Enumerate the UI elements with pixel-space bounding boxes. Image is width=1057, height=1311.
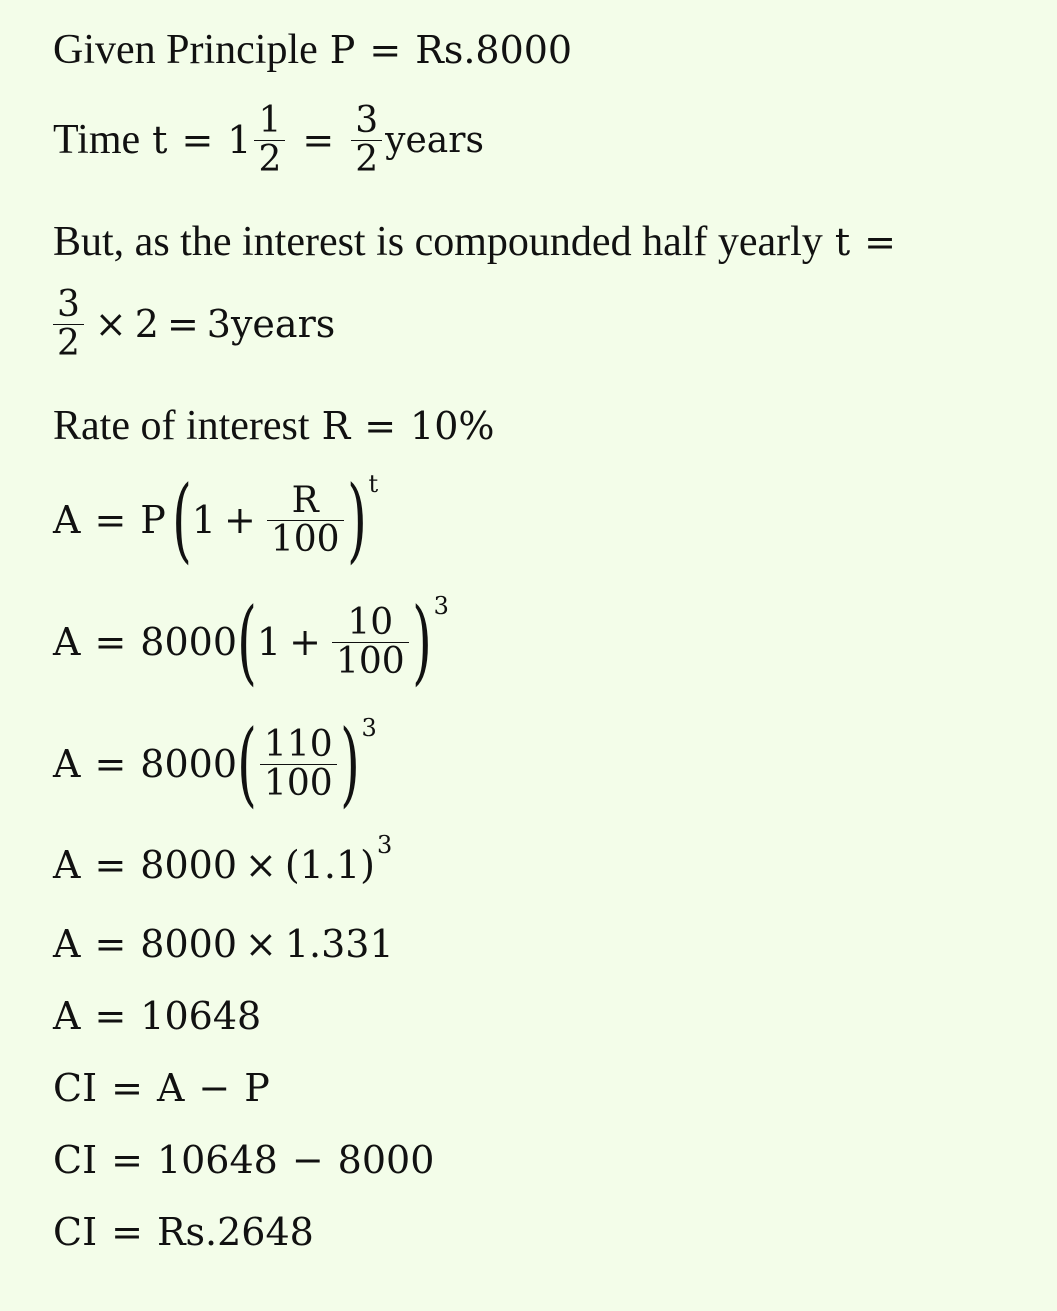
- fraction-denominator: 100: [260, 764, 337, 803]
- equals-sign: =: [111, 1138, 143, 1182]
- ci-variable: CI: [53, 1066, 98, 1110]
- ci-variable: CI: [53, 1210, 98, 1254]
- exponent: t: [368, 470, 379, 498]
- fraction-10-over-100: [332, 601, 409, 682]
- simplified-fraction-line: [53, 710, 377, 817]
- decimal-power-line: [53, 831, 393, 887]
- amount-variable: A: [53, 742, 81, 786]
- base-value: (1.1): [284, 843, 375, 887]
- compound-formula-line: [53, 466, 379, 573]
- right-parenthesis: ): [346, 466, 367, 573]
- fraction-one-half: [254, 102, 285, 179]
- equals-sign: =: [94, 620, 127, 664]
- fraction-numerator: R: [291, 479, 319, 521]
- equals-sign: =: [864, 220, 896, 264]
- fraction-three-halves: [351, 102, 382, 179]
- fraction-numerator: 1: [258, 100, 282, 141]
- equals-sign: =: [302, 118, 335, 163]
- ci-formula-line: [53, 1066, 270, 1110]
- amount-variable: A: [53, 498, 81, 542]
- equals-sign: =: [94, 922, 127, 966]
- equals-sign: =: [364, 404, 397, 448]
- principal-value: 8000: [140, 620, 238, 664]
- exponent: 3: [376, 831, 393, 859]
- equals-sign: =: [369, 28, 402, 72]
- fraction-numerator: 110: [263, 723, 333, 765]
- exponent: 3: [433, 592, 449, 620]
- amount-variable: A: [53, 620, 81, 664]
- time-conversion-line: [53, 286, 335, 363]
- half-yearly-line: [53, 218, 910, 266]
- amount-variable: A: [53, 843, 81, 887]
- ci-result-line: [53, 1210, 314, 1254]
- left-parenthesis: (: [237, 588, 257, 695]
- ci-variable: CI: [53, 1138, 98, 1182]
- time-variable: t: [834, 220, 851, 264]
- left-parenthesis: (: [237, 710, 257, 817]
- rate-line: [53, 402, 495, 450]
- times-sign: ×: [245, 843, 277, 887]
- fraction-numerator: 10: [347, 601, 394, 643]
- equals-sign: =: [111, 1210, 143, 1254]
- half-yearly-text: But, as the interest is compounded half yearly: [53, 219, 823, 265]
- equals-sign: =: [94, 742, 127, 786]
- product-line: [53, 922, 394, 966]
- substitution-line: [53, 588, 449, 695]
- equals-sign: =: [181, 118, 214, 163]
- mixed-number-whole: 1: [227, 118, 252, 163]
- amount-variable: A: [53, 994, 81, 1038]
- equals-sign: =: [94, 498, 127, 542]
- given-principle-line: [53, 26, 572, 74]
- principal-value: 8000: [337, 1138, 435, 1182]
- amount-value: 10648: [140, 994, 262, 1038]
- amount-result-line: [53, 994, 261, 1038]
- minus-sign: −: [198, 1066, 231, 1110]
- principal-variable: P: [140, 498, 166, 542]
- principal-variable: P: [244, 1066, 270, 1110]
- right-parenthesis: ): [411, 588, 432, 695]
- principal-value: 8000: [140, 843, 238, 887]
- given-principle-label: Given Principle: [53, 27, 318, 73]
- equals-sign: =: [111, 1066, 143, 1110]
- minus-sign: −: [291, 1138, 324, 1182]
- fraction-denominator: 100: [267, 520, 344, 559]
- plus-sign: +: [223, 498, 256, 542]
- rate-label: Rate of interest: [53, 403, 310, 449]
- fraction-110-over-100: [260, 723, 337, 804]
- ci-substitution-line: [53, 1138, 434, 1182]
- equals-sign: =: [166, 302, 199, 347]
- fraction-numerator: 3: [57, 284, 80, 325]
- principal-value: Rs.8000: [415, 28, 573, 72]
- principal-value: 8000: [140, 742, 238, 786]
- times-sign: ×: [94, 302, 127, 347]
- amount-variable: A: [53, 922, 81, 966]
- amount-value: 10648: [156, 1138, 278, 1182]
- fraction-denominator: 100: [332, 642, 409, 681]
- unit-years: years: [385, 119, 484, 161]
- rate-variable: R: [321, 404, 351, 448]
- time-line: [53, 102, 484, 179]
- exponent: 3: [361, 714, 377, 742]
- one-value: 1: [256, 620, 282, 664]
- equals-sign: =: [94, 994, 127, 1038]
- right-parenthesis: ): [339, 710, 360, 817]
- equals-sign: =: [94, 843, 127, 887]
- times-sign: ×: [245, 922, 277, 966]
- factor-value: 1.331: [284, 922, 394, 966]
- rate-value: 10%: [410, 404, 495, 448]
- amount-variable: A: [156, 1066, 185, 1110]
- plus-sign: +: [289, 620, 321, 664]
- left-parenthesis: (: [171, 466, 192, 573]
- principal-value: 8000: [140, 922, 238, 966]
- fraction-three-halves: [53, 286, 84, 363]
- fraction-denominator: 2: [53, 324, 84, 363]
- fraction-denominator: 2: [254, 140, 285, 179]
- one-value: 1: [191, 498, 216, 542]
- time-variable: t: [152, 118, 168, 163]
- fraction-numerator: 3: [355, 100, 379, 141]
- fraction-r-over-100: [267, 479, 344, 560]
- converted-time-value: 3years: [206, 302, 336, 347]
- principal-variable: P: [329, 28, 356, 72]
- ci-value: Rs.2648: [156, 1210, 314, 1254]
- time-label: Time: [53, 117, 141, 164]
- multiplier-value: 2: [134, 302, 159, 347]
- fraction-denominator: 2: [351, 140, 382, 179]
